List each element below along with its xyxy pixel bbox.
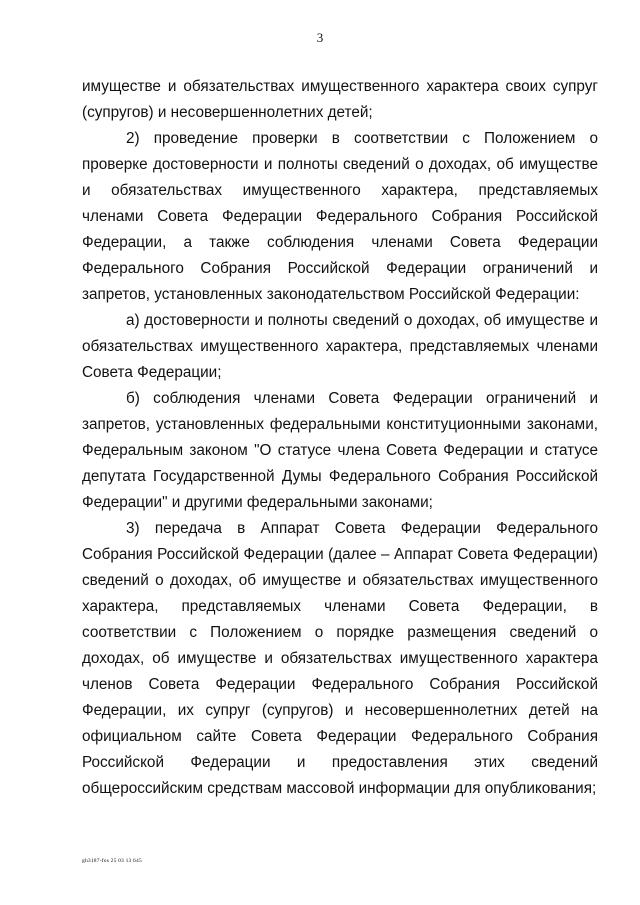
page-number: 3	[316, 30, 324, 45]
footer-code: gh3187-fos 25 03 13 645	[82, 858, 142, 864]
document-body	[82, 74, 598, 802]
paragraph-item-3: 3) передача в Аппарат Совета Федерации Федерального Собрания Российской Федерации (далее – Аппарат Совета Федерации) сведений о доходах, об имуществе и обязательствах имущественного характера, представляемых членами Совета Федерации, в соответствии с Положением о порядке размещения сведений о доходах, об имуществе и обязательствах имущественного характера членов Совета Федерации Федерального Собрания Российской Федерации, их супруг (супругов) и несовершеннолетних детей на официальном сайте Совета Федерации Федерального Собрания Российской Федерации и предоставления этих сведений общероссийским средствам массовой информации для опубликования;	[82, 520, 598, 797]
paragraph-item-2: 2) проведение проверки в соответствии с Положением о проверке достоверности и полноты сведений о доходах, об имуществе и обязательствах имущественного характера, представляемых членами Совета Федерации Федерального Собрания Российской Федерации, а также соблюдения членами Совета Федерации Федерального Собрания Российской Федерации ограничений и запретов, установленных законодательством Российской Федерации:	[82, 130, 598, 303]
paragraph-item-2a: а) достоверности и полноты сведений о доходах, об имуществе и обязательствах имущественного характера, представляемых членами Совета Федерации;	[82, 312, 598, 381]
paragraph-continuation: имуществе и обязательствах имущественного характера своих супруг (супругов) и несовершеннолетних детей;	[82, 78, 598, 121]
paragraph-item-2b: б) соблюдения членами Совета Федерации ограничений и запретов, установленных федеральными конституционными законами, Федеральным законом "О статусе члена Совета Федерации и статусе депутата Государственной Думы Федерального Собрания Российской Федерации" и другими федеральными законами;	[82, 390, 598, 511]
